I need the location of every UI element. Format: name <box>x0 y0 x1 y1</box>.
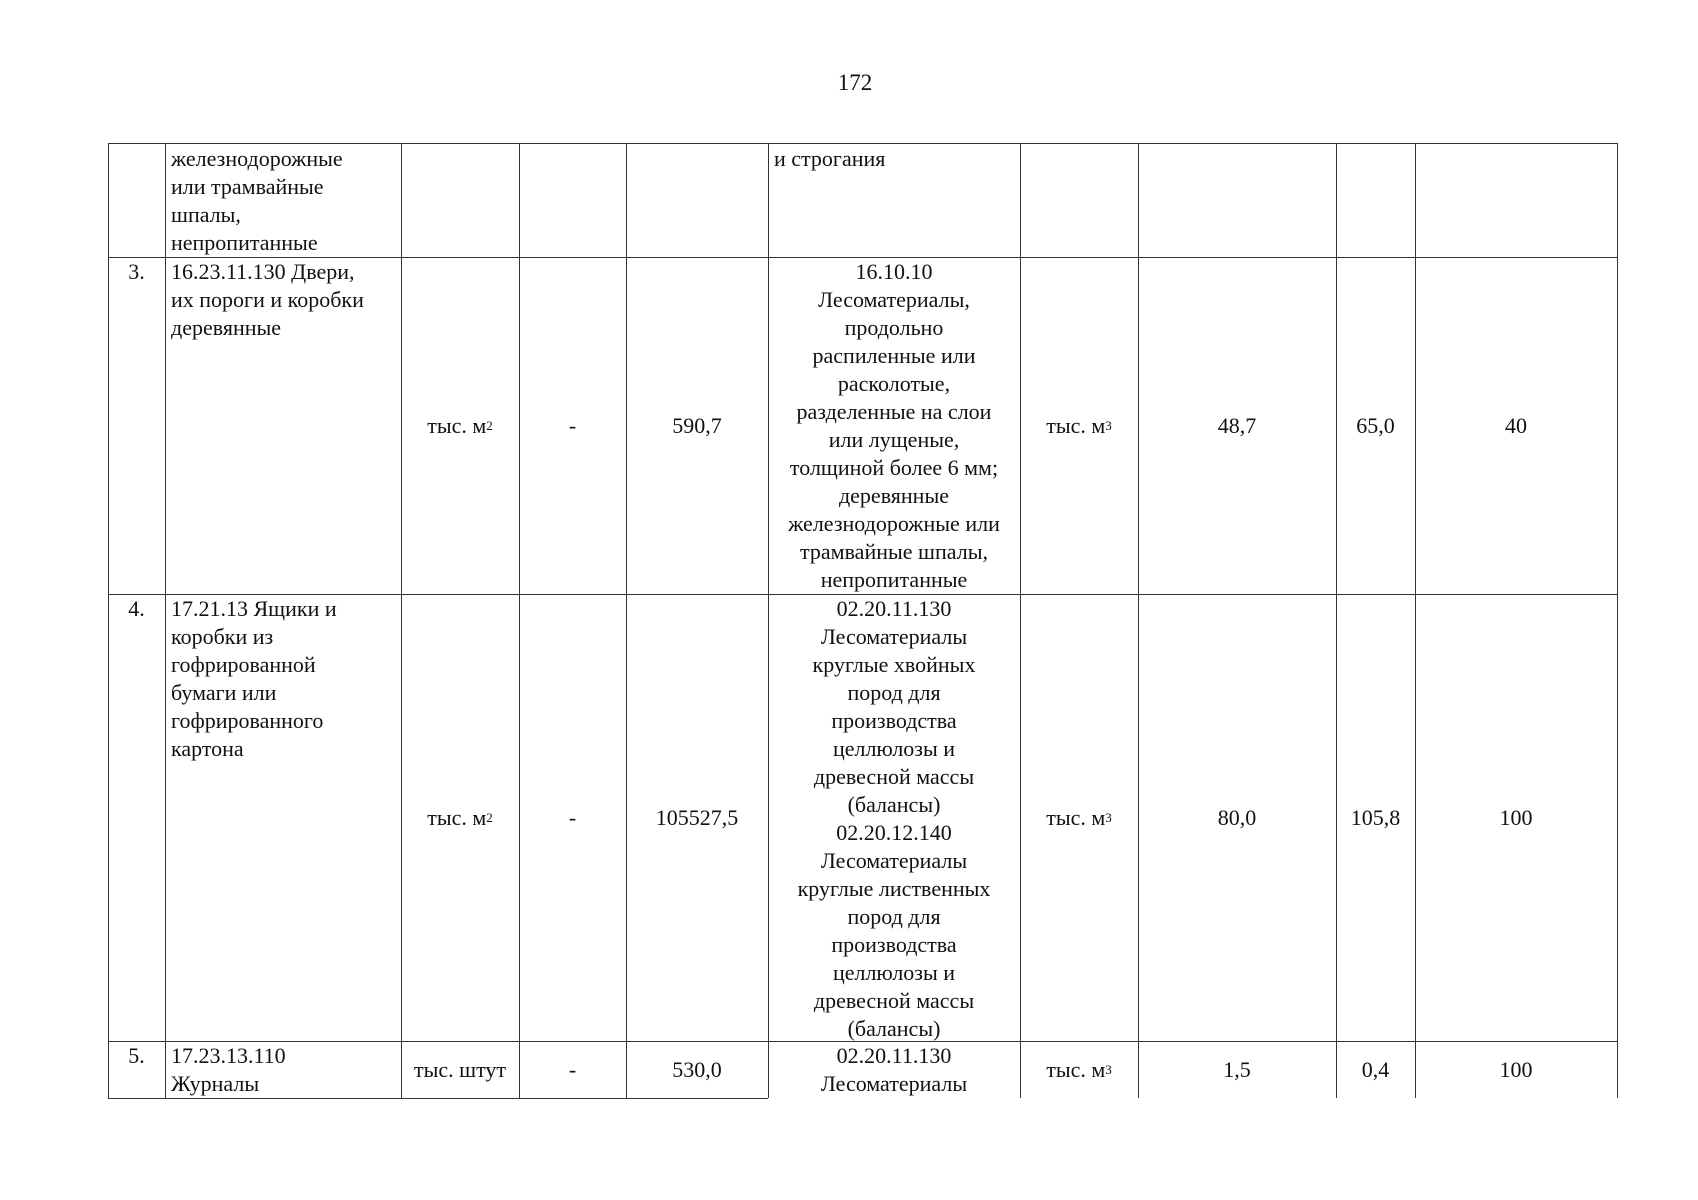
unit-base: тыс. м <box>427 413 487 438</box>
unit-cell: тыс. м 2 <box>427 805 493 830</box>
resource-unit-cell: тыс. м 3 <box>1046 413 1112 438</box>
value-cell: 100 <box>1499 1057 1533 1082</box>
row-number: 5. <box>128 1043 145 1068</box>
volume-cell: 530,0 <box>672 1057 722 1082</box>
value-cell: 100 <box>1499 805 1533 830</box>
table-rule <box>1617 143 1618 1098</box>
dash-cell: - <box>568 413 577 438</box>
resource-unit-base: тыс. м <box>1046 413 1106 438</box>
product-name: 17.23.13.110 Журналы <box>171 1043 286 1096</box>
row-number: 3. <box>128 259 145 284</box>
value-cell: 48,7 <box>1217 413 1257 438</box>
resource-unit-base: тыс. м <box>1046 1057 1106 1082</box>
page-number: 172 <box>837 70 873 95</box>
unit-cell: тыс. м 2 <box>427 413 493 438</box>
value-cell: 0,4 <box>1361 1057 1390 1082</box>
product-name: 16.23.11.130 Двери, их пороги и коробки деревянные <box>171 259 364 340</box>
dash-cell: - <box>568 1057 577 1082</box>
resource-name: и строгания <box>774 146 886 171</box>
value-cell: 80,0 <box>1217 805 1257 830</box>
table-rule <box>108 1098 768 1099</box>
dash-cell: - <box>568 805 577 830</box>
volume-cell: 105527,5 <box>655 805 739 830</box>
resource-unit-cell: тыс. м 3 <box>1046 1057 1112 1082</box>
volume-cell: 590,7 <box>672 413 722 438</box>
value-cell: 65,0 <box>1356 413 1395 438</box>
product-name: железнодорожные или трамвайные шпалы, непропитанные <box>171 146 343 255</box>
value-cell: 105,8 <box>1350 805 1401 830</box>
resource-name: 02.20.11.130 Лесоматериалы <box>820 1043 968 1096</box>
unit-base: тыс. м <box>427 805 487 830</box>
resource-unit-base: тыс. м <box>1046 805 1106 830</box>
resource-unit-cell: тыс. м 3 <box>1046 805 1112 830</box>
table-rule <box>108 143 1618 144</box>
resource-name: 16.10.10 Лесоматериалы, продольно распиленные или расколотые, разделенные на слои или лущеные, толщиной более 6 мм; деревянные железнодорожные или трамвайные шпалы, непропитанные <box>788 259 1000 592</box>
value-cell: 40 <box>1505 413 1527 438</box>
product-name: 17.21.13 Ящики и коробки из гофрированной бумаги или гофрированного картона <box>171 596 337 761</box>
resource-name: 02.20.11.130 Лесоматериалы круглые хвойных пород для производства целлюлозы и древесной массы (балансы) 02.20.12.140 Лесоматериалы круглые лиственных пород для производства целлюлозы и древесной массы (балансы) <box>797 596 991 1041</box>
row-number: 4. <box>128 596 145 621</box>
value-cell: 1,5 <box>1223 1057 1251 1082</box>
unit-cell: тыс. штут <box>413 1057 507 1082</box>
